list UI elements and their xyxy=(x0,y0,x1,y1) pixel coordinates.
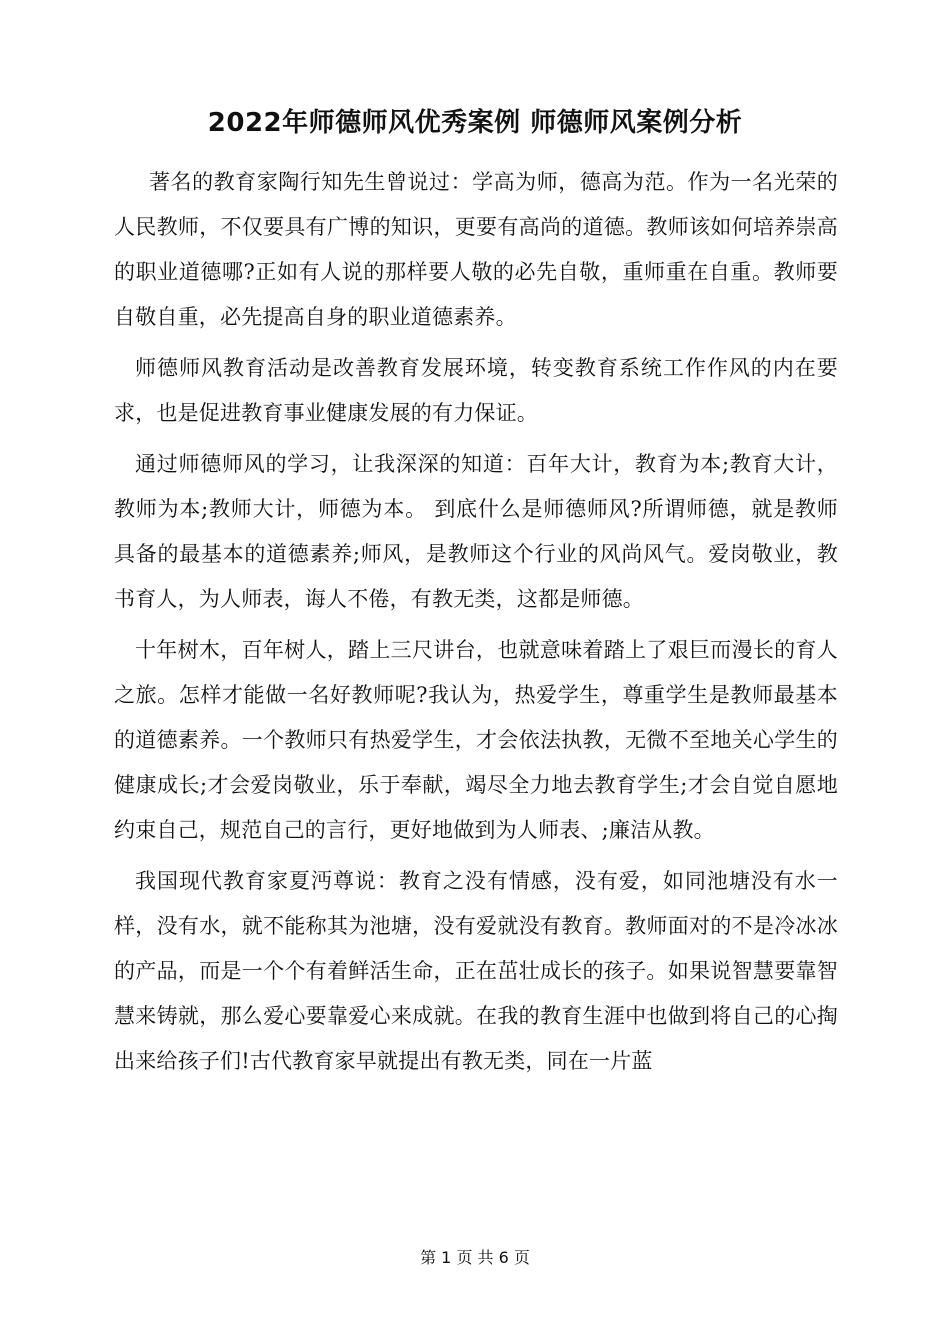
document-title: 2022年师德师风优秀案例 师德师风案例分析 xyxy=(207,108,743,138)
paragraph-1: 著名的教育家陶行知先生曾说过：学高为师，德高为范。作为一名光荣的人民教师，不仅要具有广博的知识，更要有高尚的道德。教师该如何培养崇高的职业道德哪?正如有人说的那样要人敬的必先自敬，重师重在自重。教师要自敬自重，必先提高自身的职业道德素养。 xyxy=(114,170,838,329)
document-body xyxy=(114,160,838,1090)
paragraph-5: 我国现代教育家夏沔尊说：教育之没有情感，没有爱，如同池塘没有水一样，没有水，就不能称其为池塘，没有爱就没有教育。教师面对的不是冷冰冰的产品，而是一个个有着鲜活生命，正在茁壮成长的孩子。如果说智慧要靠智慧来铸就，那么爱心要靠爱心来成就。在我的教育生涯中也做到将自己的心掏出来给孩子们!古代教育家早就提出有教无类，同在一片蓝 xyxy=(114,869,838,1073)
paragraph-4: 十年树木，百年树人，踏上三尺讲台，也就意味着踏上了艰巨而漫长的育人之旅。怎样才能做一名好教师呢?我认为，热爱学生，尊重学生是教师最基本的道德素养。一个教师只有热爱学生，才会依法执教，无微不至地关心学生的健康成长;才会爱岗敬业，乐于奉献，竭尽全力地去教育学生;才会自觉自愿地约束自己，规范自己的言行，更好地做到为人师表、;廉洁从教。 xyxy=(114,638,838,842)
page-number-footer: 第 1 页 共 6 页 xyxy=(420,1248,530,1267)
paragraph-2: 师德师风教育活动是改善教育发展环境，转变教育系统工作作风的内在要求，也是促进教育事业健康发展的有力保证。 xyxy=(114,356,838,425)
paragraph-3: 通过师德师风的学习，让我深深的知道：百年大计，教育为本;教育大计，教师为本;教师大计，师德为本。 到底什么是师德师风?所谓师德，就是教师具备的最基本的道德素养;师风，是教师这个行业的风尚风气。爱岗敬业，教书育人，为人师表，诲人不倦，有教无类，这都是师德。 xyxy=(114,452,838,611)
